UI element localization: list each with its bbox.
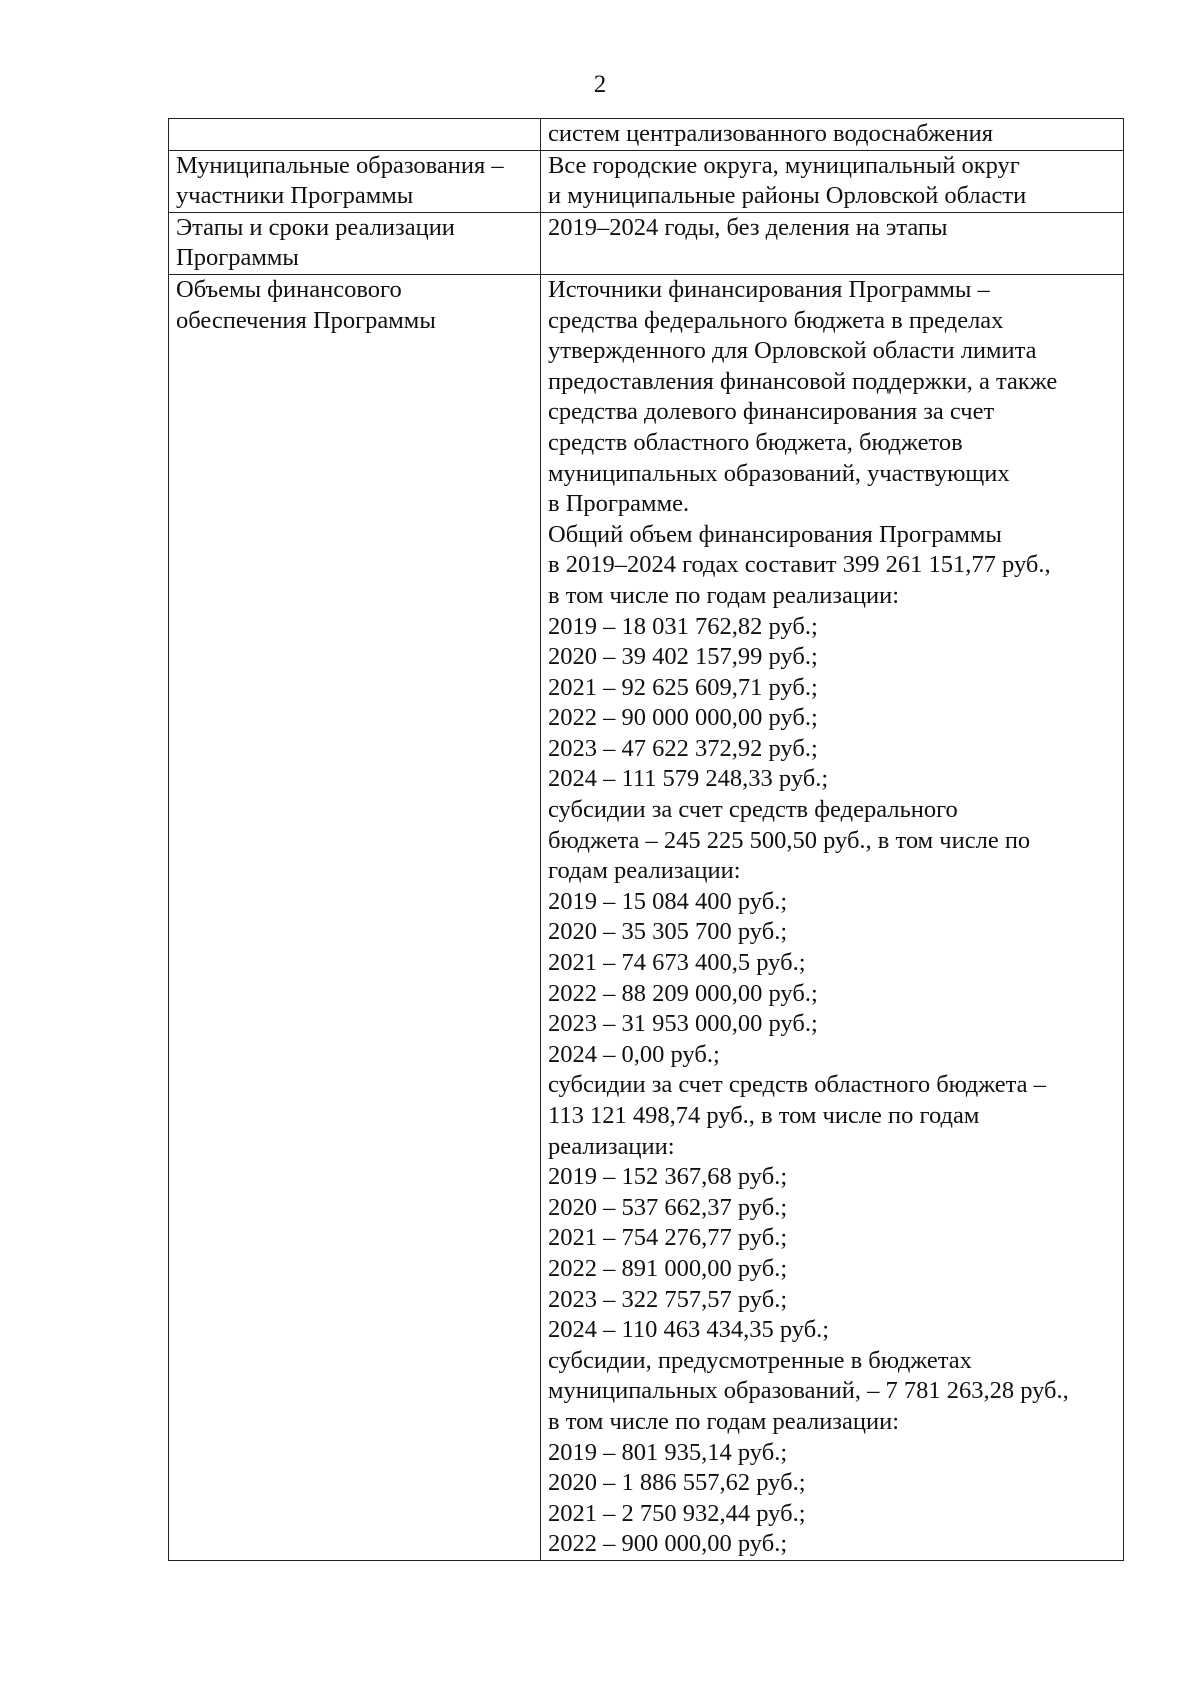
text-line: обеспечения Программы [176,306,436,334]
text-line: 2020 – 39 402 157,99 руб.; [548,643,818,671]
text-line: субсидии за счет средств федерального [548,796,958,824]
text-line: 2022 – 88 209 000,00 руб.; [548,979,818,1007]
text-line: Все городские округа, муниципальный округ [548,151,1020,179]
text-line: систем централизованного водоснабжения [548,120,993,147]
text-line: предоставления финансовой поддержки, а также [548,367,1058,395]
text-line: участники Программы [176,182,414,210]
text-line: муниципальных образований, – 7 781 263,28 руб., [548,1377,1069,1405]
text-line: 2024 – 0,00 руб.; [548,1040,720,1068]
text-line: 2019 – 15 084 400 руб.; [548,887,788,915]
value-cell [541,119,1124,151]
page-number: 2 [593,71,607,98]
text-line: 2020 – 537 662,37 руб.; [548,1193,788,1221]
text-line: средства федерального бюджета в пределах [548,306,1004,334]
label-cell [169,150,541,212]
text-line: муниципальных образований, участвующих [548,459,1010,487]
text-line: средств областного бюджета, бюджетов [548,428,963,456]
value-cell [541,212,1124,274]
text-line: в том числе по годам реализации: [548,1407,900,1435]
text-line: 2023 – 322 757,57 руб.; [548,1285,788,1313]
text-line: Источники финансирования Программы – [548,275,990,303]
value-cell [541,274,1124,1560]
table-row [169,119,1124,151]
label-cell [169,212,541,274]
text-line: 2024 – 111 579 248,33 руб.; [548,765,829,793]
text-line: утвержденного для Орловской области лимита [548,337,1037,365]
text-line: Общий объем финансирования Программы [548,520,1002,548]
text-line: 2021 – 92 625 609,71 руб.; [548,673,818,701]
text-line: 2021 – 74 673 400,5 руб.; [548,949,806,977]
text-line: Муниципальные образования – [176,151,504,179]
text-line: Программы [176,244,299,272]
text-line: 2024 – 110 463 434,35 руб.; [548,1316,830,1344]
text-line: 2022 – 900 000,00 руб.; [548,1530,788,1558]
text-line: субсидии, предусмотренные в бюджетах [548,1346,972,1374]
text-line: годам реализации: [548,857,741,885]
text-line: в Программе. [548,490,690,518]
text-line: и муниципальные районы Орловской области [548,182,1027,210]
text-line: бюджета – 245 225 500,50 руб., в том числе по [548,826,1031,854]
text-line: 2019 – 801 935,14 руб.; [548,1438,788,1466]
table-row [169,150,1124,212]
text-line: в том числе по годам реализации: [548,581,900,609]
text-line: 2022 – 891 000,00 руб.; [548,1254,788,1282]
passport-table [168,118,1124,1561]
text-line: 2021 – 754 276,77 руб.; [548,1224,788,1252]
text-line: субсидии за счет средств областного бюджета – [548,1071,1046,1099]
text-line: в 2019–2024 годах составит 399 261 151,77 руб., [548,551,1051,579]
label-cell [169,119,541,151]
text-line: Объемы финансового [176,275,402,303]
table-row [169,274,1124,1560]
text-line: 2020 – 1 886 557,62 руб.; [548,1469,806,1497]
text-line: 2019–2024 годы, без деления на этапы [548,213,948,241]
text-line: средства долевого финансирования за счет [548,398,995,426]
text-line: 113 121 498,74 руб., в том числе по годам [548,1102,980,1129]
text-line: Этапы и сроки реализации [176,213,455,241]
text-line: 2020 – 35 305 700 руб.; [548,918,788,946]
text-line: реализации: [548,1132,675,1160]
text-line: 2023 – 31 953 000,00 руб.; [548,1010,818,1038]
table-row [169,212,1124,274]
label-cell [169,274,541,1560]
value-cell [541,150,1124,212]
text-line: 2022 – 90 000 000,00 руб.; [548,704,818,732]
text-line: 2019 – 152 367,68 руб.; [548,1163,788,1191]
text-line: 2021 – 2 750 932,44 руб.; [548,1499,806,1527]
text-line: 2023 – 47 622 372,92 руб.; [548,734,818,762]
text-line: 2019 – 18 031 762,82 руб.; [548,612,818,640]
